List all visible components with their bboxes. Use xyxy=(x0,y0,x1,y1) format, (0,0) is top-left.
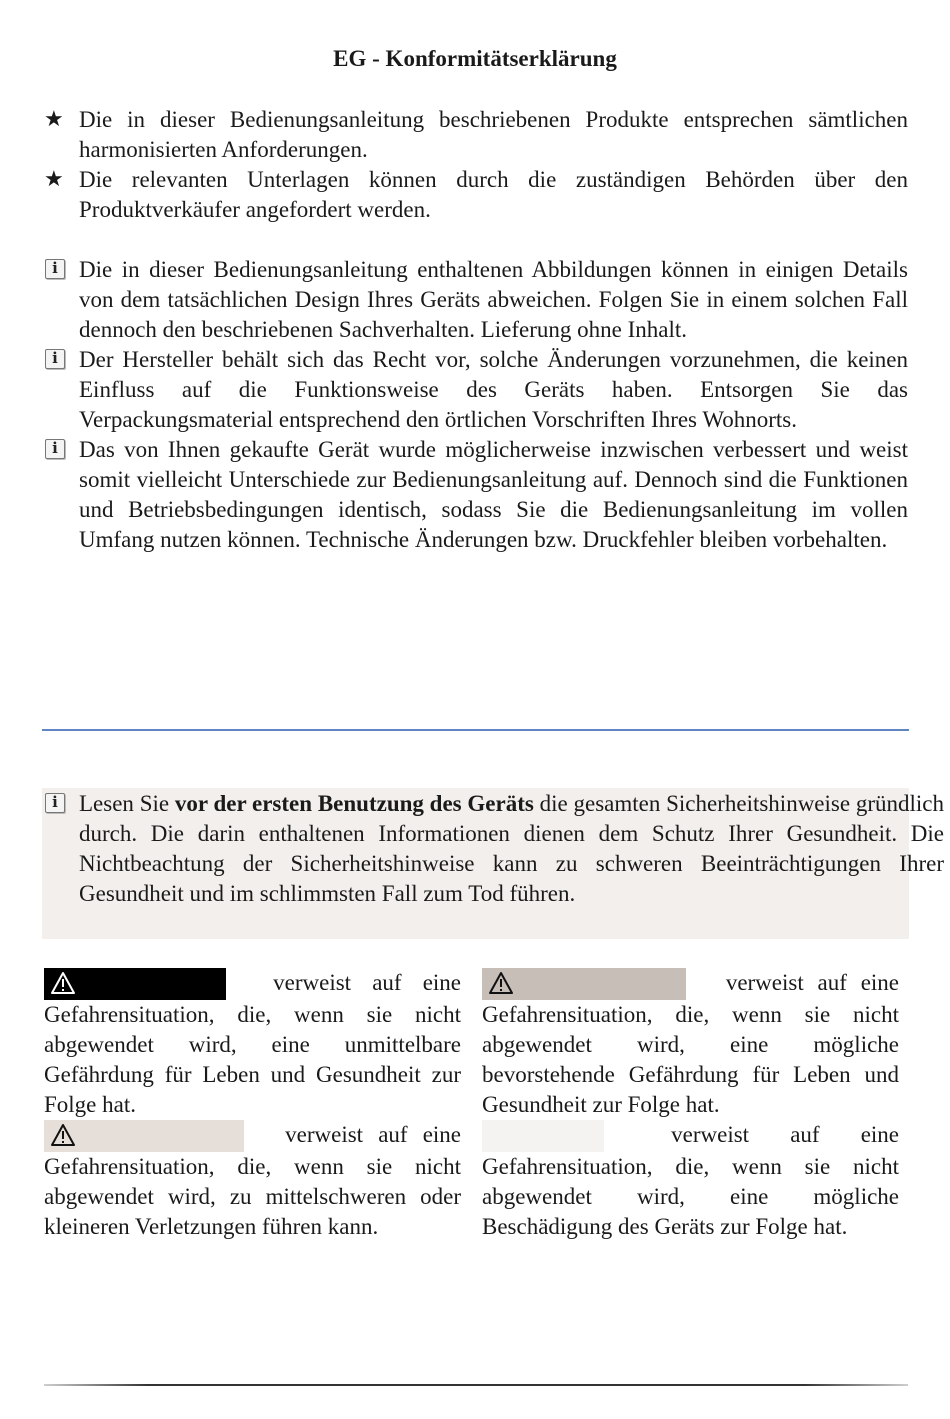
notice-text: verweist auf eine Gefahrensituation, die, wenn sie nicht abgewendet wird, eine mögliche Beschädigung des Geräts zur Folge hat. xyxy=(482,1122,900,1239)
hazard-levels-left xyxy=(44,968,461,1242)
conformity-list xyxy=(44,105,908,225)
caution-label-box xyxy=(44,1120,244,1152)
list-item xyxy=(44,105,908,165)
safety-notice-box xyxy=(42,788,944,939)
warning-text: verweist auf eine Gefahrensituation, die, wenn sie nicht abgewendet wird, eine mögliche bevorstehende Gefährdung für Leben und Gesundheit zur Folge hat. xyxy=(482,970,900,1117)
footer-rule xyxy=(44,1384,908,1386)
warning-label-box xyxy=(482,968,686,1000)
caution-entry xyxy=(44,1120,461,1242)
danger-text: verweist auf eine Gefahrensituation, die, wenn sie nicht abgewendet wird, eine unmittelbare Gefährdung für Leben und Gesundheit zur Folge hat. xyxy=(44,970,462,1117)
safety-notice-bold: vor der ersten Benutzung des Geräts xyxy=(174,791,534,816)
safety-notice xyxy=(44,789,944,909)
page-title: EG - Konformitätserklärung xyxy=(333,46,617,71)
list-item xyxy=(44,345,908,435)
info-text-1: Die in dieser Bedienungsanleitung enthaltenen Abbildungen können in einigen Details von dem tatsächlichen Design Ihres Geräts abweichen. Folgen Sie in einem solchen Fall dennoch den beschriebenen Sachverhalten. Lieferung ohne Inhalt. xyxy=(79,257,908,342)
star-icon: ★ xyxy=(44,107,64,132)
section-divider xyxy=(42,729,909,731)
info-icon: i xyxy=(45,439,65,459)
warning-triangle-icon xyxy=(488,971,514,995)
info-icon: i xyxy=(45,349,65,369)
safety-notice-after: die gesamten Sicherheitshinweise gründlich durch. Die darin enthaltenen Informationen dienen dem Schutz Ihrer Gesundheit. Die Nichtbeachtung der Sicherheitshinweise kann zu schweren Beeinträchtigungen Ihrer Gesundheit und im schlimmsten Fall zum Tod führen. xyxy=(79,791,944,906)
list-item xyxy=(44,255,908,345)
safety-notice-before: Lesen Sie xyxy=(79,791,175,816)
conformity-text-1: Die in dieser Bedienungsanleitung beschriebenen Produkte entsprechen sämtlichen harmonisierten Anforderungen. xyxy=(79,107,908,162)
list-item xyxy=(44,435,908,555)
notice-label-box xyxy=(482,1120,604,1152)
info-text-3: Das von Ihnen gekaufte Gerät wurde möglicherweise inzwischen verbessert und weist somit vielleicht Unterschiede zur Bedienungsanleitung auf. Dennoch sind die Funktionen und Betriebsbedingungen identisch, sodass Sie die Bedienungsanleitung im vollen Umfang nutzen können. Technische Änderungen bzw. Druckfehler bleiben vorbehalten. xyxy=(79,437,908,552)
info-list xyxy=(44,255,908,555)
info-text-2: Der Hersteller behält sich das Recht vor, solche Änderungen vorzunehmen, die keinen Einfluss auf die Funktionsweise des Geräts haben. Entsorgen Sie das Verpackungsmaterial entsprechend den örtlichen Vorschriften Ihres Wohnorts. xyxy=(79,347,908,432)
caution-text: verweist auf eine Gefahrensituation, die, wenn sie nicht abgewendet wird, zu mittelschweren oder kleineren Verletzungen führen kann. xyxy=(44,1122,462,1239)
warning-triangle-icon xyxy=(50,971,76,995)
danger-label-box xyxy=(44,968,226,1000)
info-icon: i xyxy=(45,793,65,813)
info-icon: i xyxy=(45,259,65,279)
list-item xyxy=(44,165,908,225)
hazard-levels-right xyxy=(482,968,899,1242)
danger-entry xyxy=(44,968,461,1120)
warning-triangle-icon xyxy=(50,1123,76,1147)
warning-entry xyxy=(482,968,899,1120)
star-icon: ★ xyxy=(44,167,64,192)
conformity-text-2: Die relevanten Unterlagen können durch die zuständigen Behörden über den Produktverkäufer angefordert werden. xyxy=(79,167,908,222)
notice-entry xyxy=(482,1120,899,1242)
